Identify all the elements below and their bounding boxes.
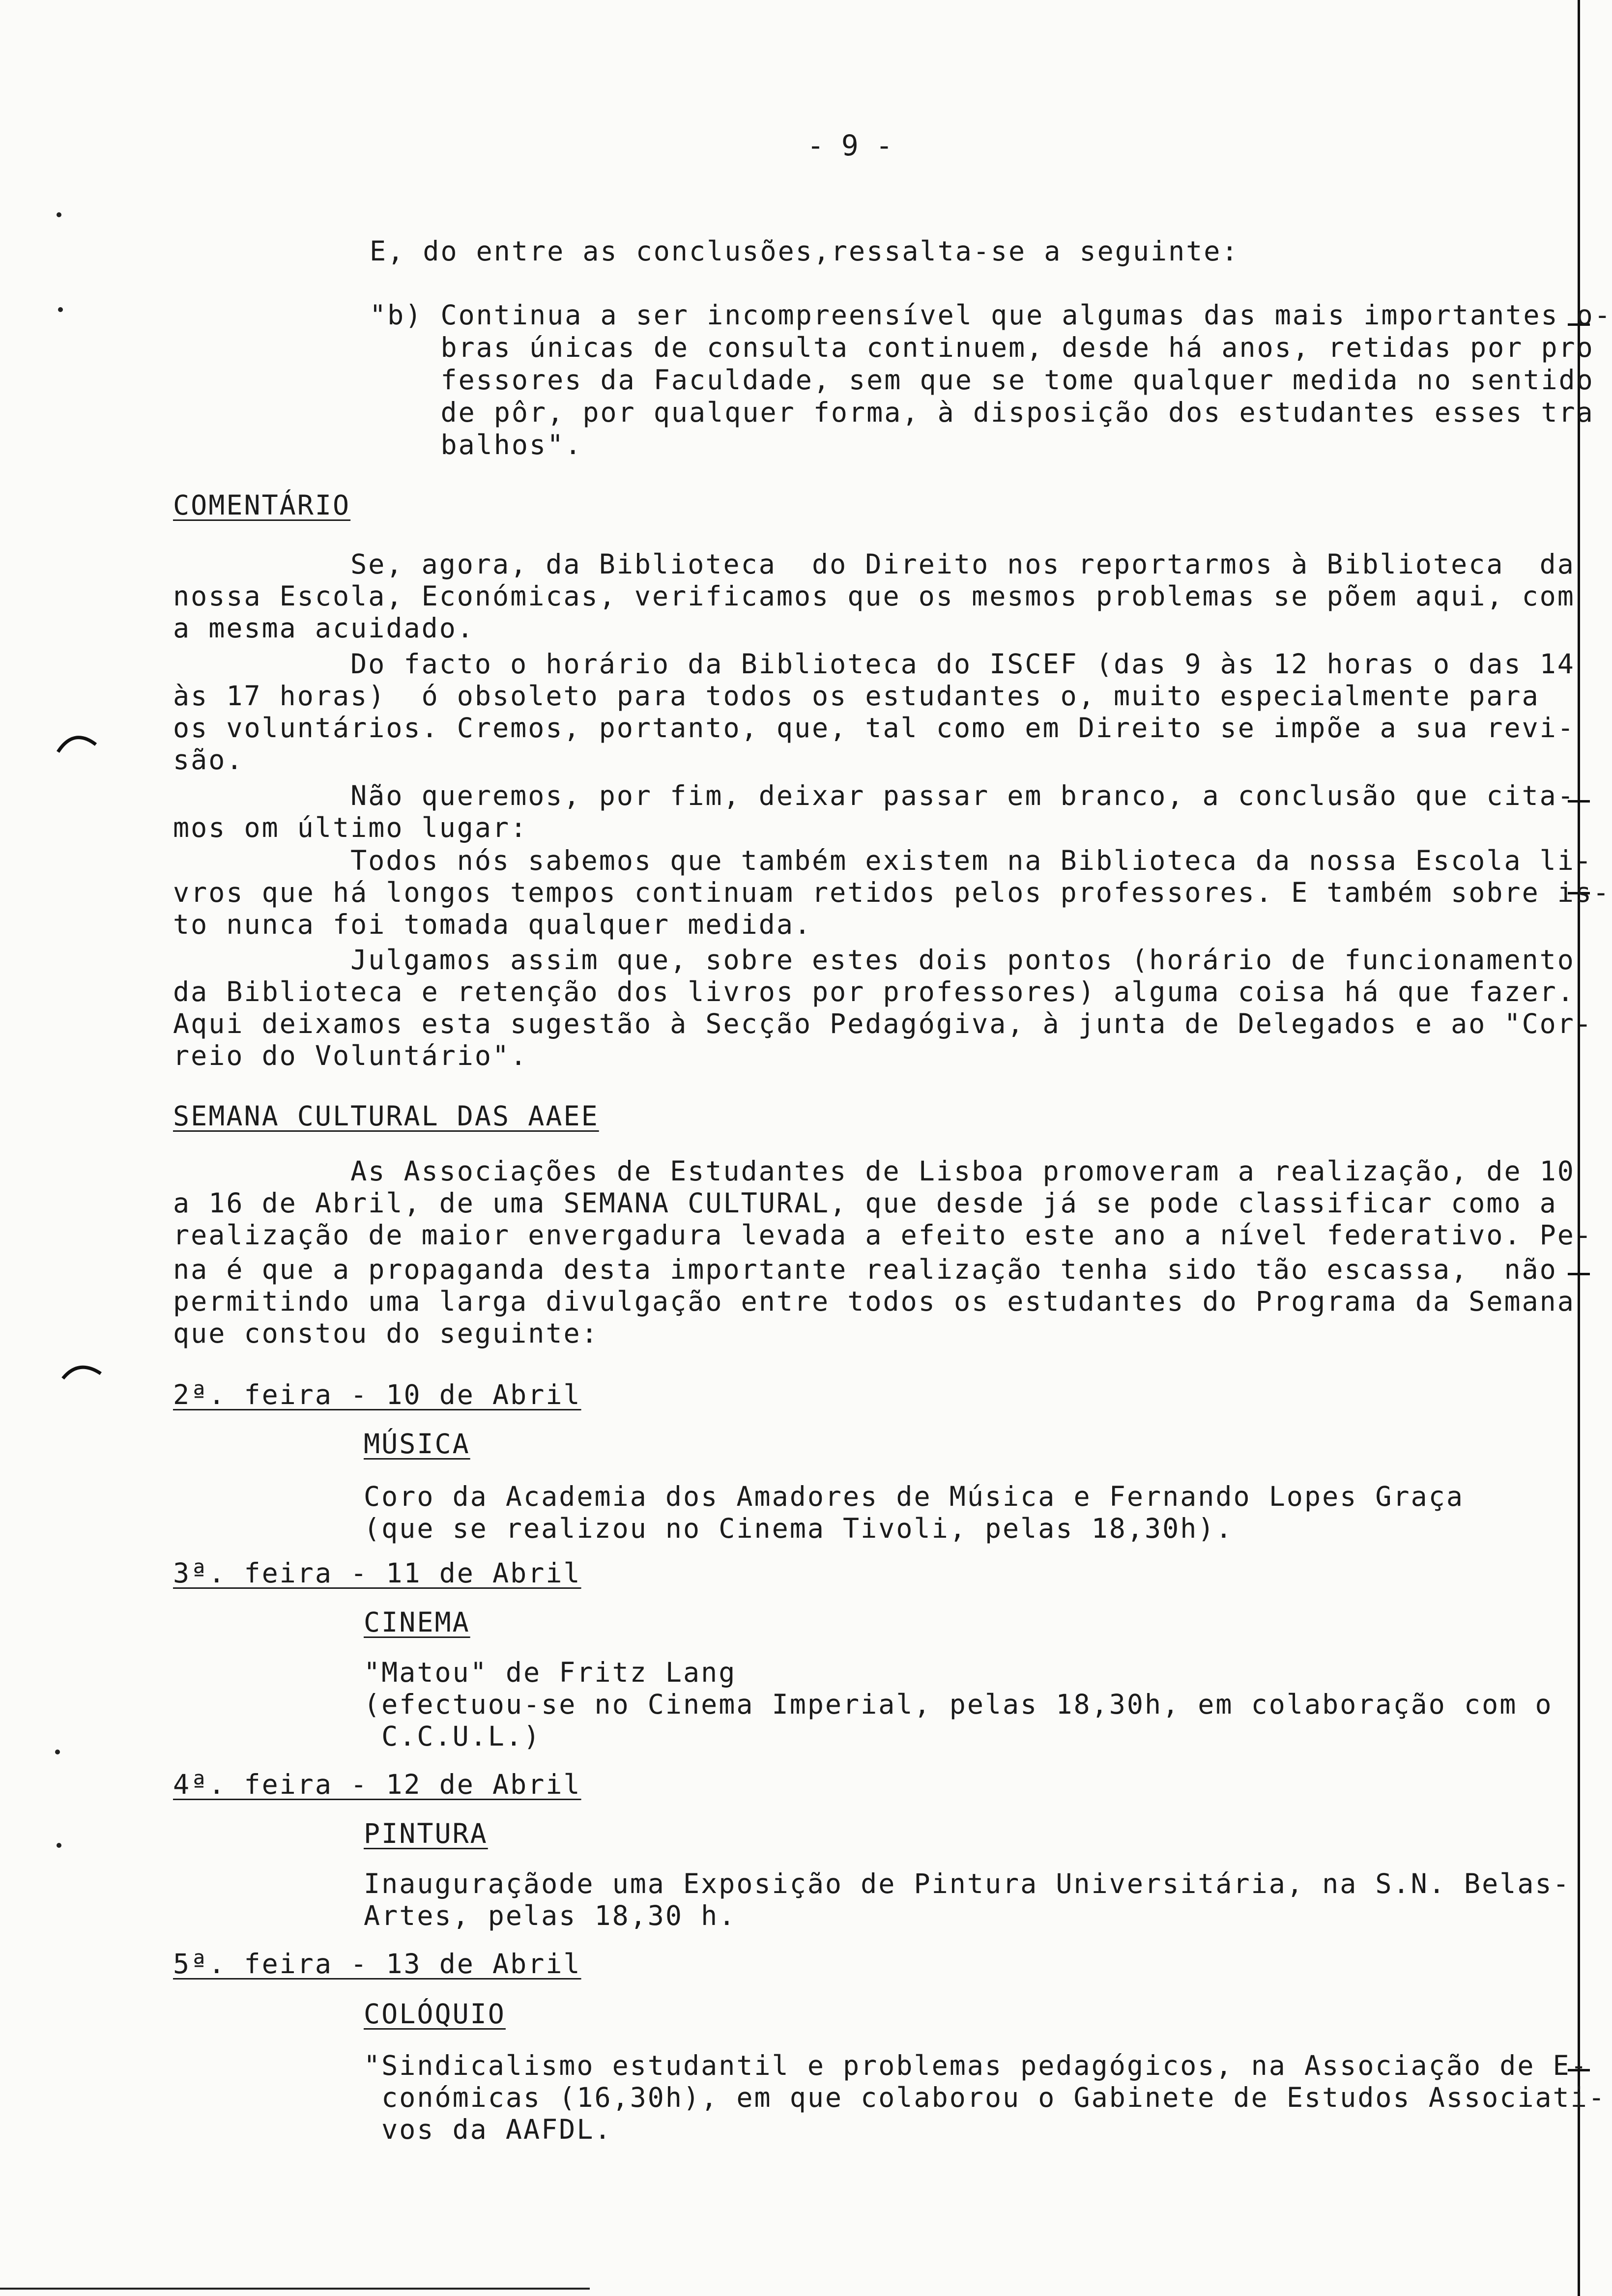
program-line: vos da AAFDL. xyxy=(364,2114,612,2145)
program-day: 3ª. feira - 11 de Abril xyxy=(173,1557,581,1589)
paragraph-line: realização de maior envergadura levada a efeito este ano a nível federativo. Pe- xyxy=(173,1219,1593,1251)
program-day: 4ª. feira - 12 de Abril xyxy=(173,1769,581,1800)
quote-line: de pôr, por qualquer forma, à disposição dos estudantes esses tra xyxy=(370,397,1594,428)
paragraph-line: da Biblioteca e retenção dos livros por professores) alguma coisa há que fazer. xyxy=(173,976,1575,1007)
program-line: Coro da Academia dos Amadores de Música e Fernando Lopes Graça xyxy=(364,1481,1464,1512)
quote-line: "b) Continua a ser incompreensível que algumas das mais importantes o- xyxy=(370,299,1612,331)
paragraph-line: to nunca foi tomada qualquer medida. xyxy=(173,909,812,940)
paragraph-line: na é que a propaganda desta importante realização tenha sido tão escassa, não xyxy=(173,1254,1557,1285)
paragraph-line: vros que há longos tempos continuam retidos pelos professores. E também sobre is- xyxy=(173,877,1611,908)
paragraph-line: os voluntários. Cremos, portanto, que, tal como em Direito se impõe a sua revi- xyxy=(173,712,1575,744)
paragraph-line: reio do Voluntário". xyxy=(173,1040,528,1071)
paragraph-line: nossa Escola, Económicas, verificamos que os mesmos problemas se põem aqui, com xyxy=(173,580,1575,612)
paragraph-line: Se, agora, da Biblioteca do Direito nos reportarmos à Biblioteca da xyxy=(173,548,1575,580)
punch-hole-mark xyxy=(59,1356,103,1386)
margin-tick xyxy=(1568,1273,1590,1275)
quote-line: fessores da Faculdade, sem que se tome qualquer medida no sentido xyxy=(370,364,1594,396)
paragraph-line: Aqui deixamos esta sugestão à Secção Pedagógiva, à junta de Delegados e ao "Cor- xyxy=(173,1008,1593,1039)
program-line: "Matou" de Fritz Lang xyxy=(364,1657,737,1688)
paragraph-line: Não queremos, por fim, deixar passar em branco, a conclusão que cita- xyxy=(173,780,1575,811)
intro-line: E, do entre as conclusões,ressalta-se a seguinte: xyxy=(370,235,1239,267)
program-category: COLÓQUIO xyxy=(364,1998,506,2030)
quote-line: bras únicas de consulta continuem, desde há anos, retidas por pro xyxy=(370,332,1594,363)
paragraph-line: a 16 de Abril, de uma SEMANA CULTURAL, que desde já se pode classificar como a xyxy=(173,1187,1557,1219)
program-line: Artes, pelas 18,30 h. xyxy=(364,1900,737,1931)
program-line: (que se realizou no Cinema Tivoli, pelas 18,30h). xyxy=(364,1513,1234,1544)
page-number: - 9 - xyxy=(807,129,893,162)
section-heading: SEMANA CULTURAL DAS AAEE xyxy=(173,1100,599,1132)
paragraph-line: Julgamos assim que, sobre estes dois pontos (horário de funcionamento xyxy=(173,944,1575,976)
quote-line: balhos". xyxy=(370,429,583,460)
bottom-rule xyxy=(0,2288,590,2290)
paragraph-line: mos om último lugar: xyxy=(173,812,528,843)
paragraph-line: As Associações de Estudantes de Lisboa promoveram a realização, de 10 xyxy=(173,1155,1575,1187)
speck-mark xyxy=(55,1750,60,1754)
punch-hole-mark xyxy=(54,727,98,757)
paragraph-line: que constou do seguinte: xyxy=(173,1318,599,1349)
program-line: C.C.U.L.) xyxy=(364,1721,542,1752)
program-line: conómicas (16,30h), em que colaborou o Gabinete de Estudos Associati- xyxy=(364,2082,1606,2113)
program-category: MÚSICA xyxy=(364,1428,470,1460)
speck-mark xyxy=(57,212,61,217)
speck-mark xyxy=(57,1843,61,1848)
paragraph-line: Do facto o horário da Biblioteca do ISCEF (das 9 às 12 horas o das 14 xyxy=(173,648,1575,680)
paragraph-line: às 17 horas) ó obsoleto para todos os estudantes o, muito especialmente para xyxy=(173,680,1540,712)
paragraph-line: permitindo uma larga divulgação entre todos os estudantes do Programa da Semana xyxy=(173,1286,1575,1317)
paragraph-line: são. xyxy=(173,744,244,775)
paragraph-line: Todos nós sabemos que também existem na Biblioteca da nossa Escola li- xyxy=(173,845,1593,876)
speck-mark xyxy=(58,307,63,312)
program-day: 2ª. feira - 10 de Abril xyxy=(173,1379,581,1410)
program-line: "Sindicalismo estudantil e problemas pedagógicos, na Associação de E- xyxy=(364,2050,1588,2081)
program-day: 5ª. feira - 13 de Abril xyxy=(173,1948,581,1980)
program-category: PINTURA xyxy=(364,1818,488,1849)
program-line: (efectuou-se no Cinema Imperial, pelas 18,30h, em colaboração com o xyxy=(364,1689,1553,1720)
paragraph-line: a mesma acuidado. xyxy=(173,612,475,644)
section-heading: COMENTÁRIO xyxy=(173,489,351,521)
program-line: Inauguraçãode uma Exposição de Pintura Universitária, na S.N. Belas- xyxy=(364,1868,1571,1899)
program-category: CINEMA xyxy=(364,1607,470,1638)
